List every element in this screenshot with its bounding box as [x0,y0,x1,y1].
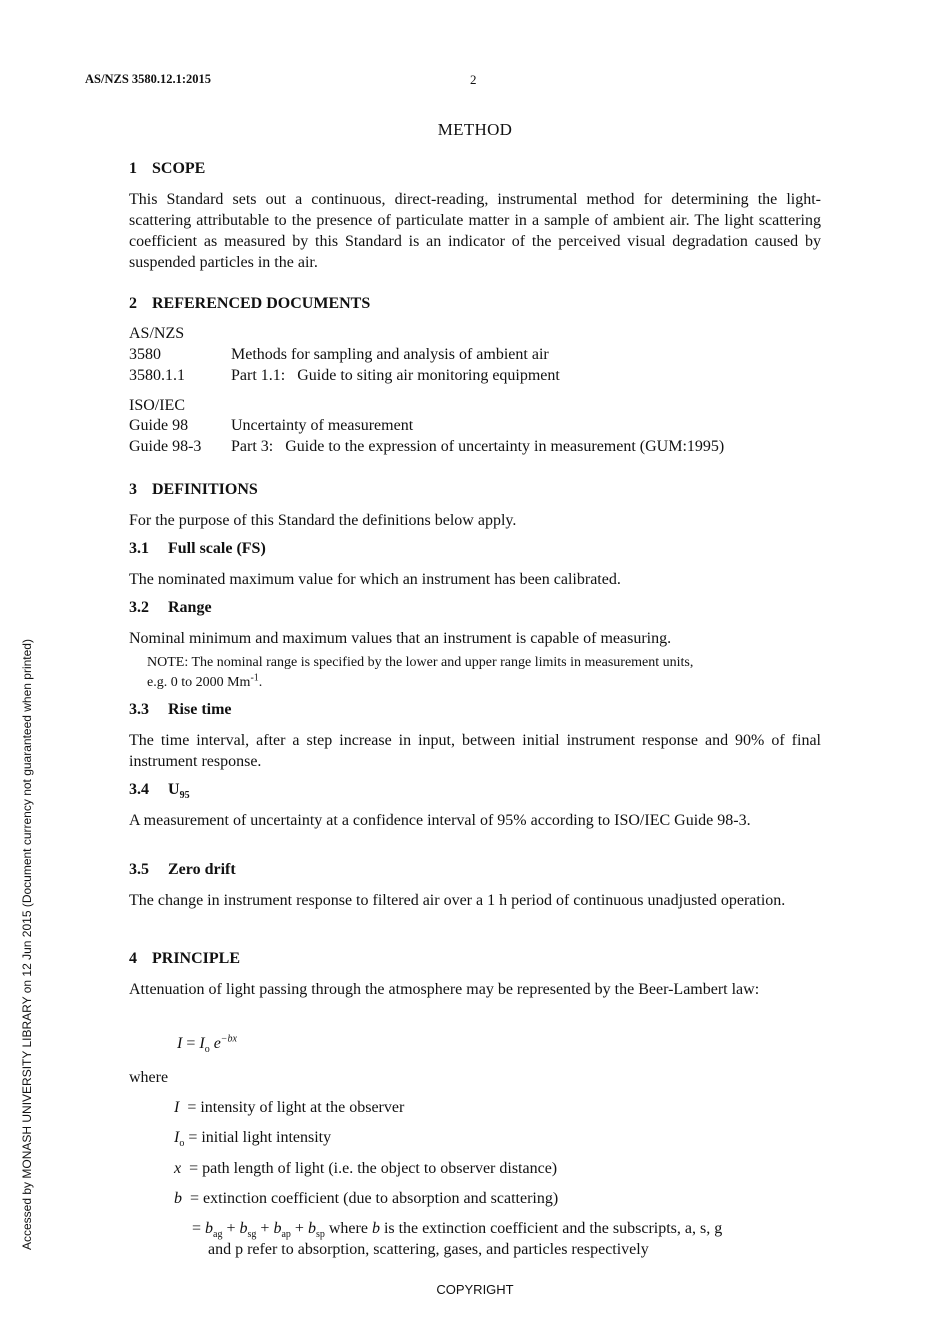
ref-row: 3580.1.1 Part 1.1: Guide to siting air monitoring equipment [129,367,560,384]
definitions-intro: For the purpose of this Standard the definitions below apply. [129,512,517,529]
variable-definition: $I_o$ = initial light intensity [174,1129,332,1150]
document-code: AS/NZS 3580.12.1:2015 [85,72,212,86]
copyright-footer: COPYRIGHT [436,1282,514,1297]
definition-heading: 3.1 Full scale (FS) [129,540,266,557]
ref-org-isoiec: ISO/IEC [129,397,185,414]
definition-body: The nominated maximum value for which an instrument has been calibrated. [129,571,621,588]
section-heading-scope: 1 SCOPE [129,160,206,177]
definition-body: The time interval, after a step increase in input, between initial instrument response and 90% of final instrument response. [129,732,821,770]
section-heading-principle: 4 PRINCIPLE [129,950,241,967]
definition-body: Nominal minimum and maximum values that an instrument is capable of measuring. [129,630,672,647]
ref-row: Guide 98 Uncertainty of measurement [129,417,414,434]
section-heading-definitions: 3 DEFINITIONS [129,481,258,498]
page-number: 2 [470,72,477,87]
definition-body: The change in instrument response to filtered air over a 1 h period of continuous unadjusted operation. [129,892,786,909]
access-watermark: Accessed by MONASH UNIVERSITY LIBRARY on 12 Jun 2015 (Document currency not guaranteed when printed) [20,639,34,1250]
ref-row: 3580 Methods for sampling and analysis of ambient air [129,346,549,363]
definition-body: A measurement of uncertainty at a confidence interval of 95% according to ISO/IEC Guide 98-3. [129,812,751,829]
extinction-sum-line2: and p refer to absorption, scattering, gases, and particles respectively [208,1241,649,1258]
section-heading-referenced-documents: 2 REFERENCED DOCUMENTS [129,295,371,312]
ref-row: Guide 98-3 Part 3: Guide to the expression of uncertainty in measurement (GUM:1995) [129,438,725,455]
variable-definition: b = extinction coefficient (due to absorption and scattering) [174,1190,559,1207]
variable-definition: x = path length of light (i.e. the object to observer distance) [174,1160,558,1177]
page-title: METHOD [437,120,513,139]
where-label: where [129,1069,169,1086]
definition-heading: 3.3 Rise time [129,701,232,718]
definition-heading: 3.4 $U_{95}$ [129,781,190,802]
range-note: NOTE: The nominal range is specified by the lower and upper range limits in measurement units, e.g. 0 to 2000 $Mm^{-1}$. [147,655,694,690]
ref-org-asnzs: AS/NZS [129,325,185,342]
scope-paragraph: This Standard sets out a continuous, direct-reading, instrumental method for determining the light-scattering attributable to the presence of particulate matter in a sample of ambient air. The light scattering coefficient as measured by this Standard is an indicator of the perceived visual degradation caused by suspended particles in the air. [129,191,821,271]
beer-lambert-equation: $I = I_o$ $e^{-bx}$ [177,1033,237,1056]
variable-definition: I = intensity of light at the observer [174,1099,405,1116]
definition-heading: 3.5 Zero drift [129,861,236,878]
definition-heading: 3.2 Range [129,599,212,616]
extinction-sum: = $b_{ag} + b_{sg} + b_{ap} + b_{sp}$ where b is the extinction coefficient and the subscripts, a, s, g [192,1220,723,1241]
principle-paragraph: Attenuation of light passing through the atmosphere may be represented by the Beer-Lambert law: [129,981,760,998]
